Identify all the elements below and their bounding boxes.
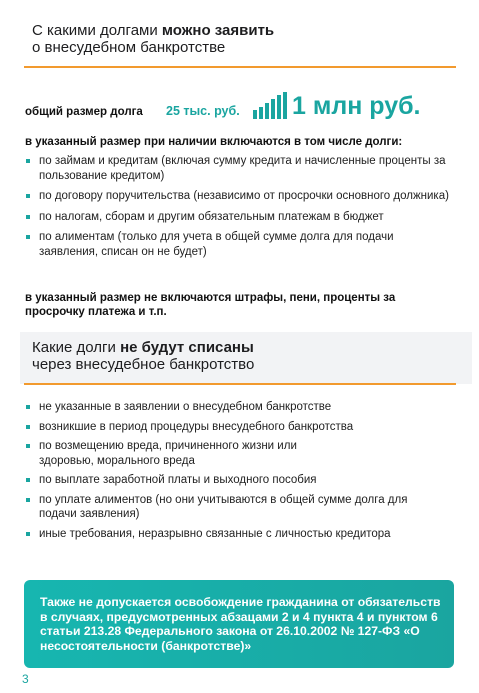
excluded-heading: в указанный размер не включаются штрафы, пени, проценты за просрочку платежа и т.п.: [25, 292, 396, 318]
bullet-icon: [26, 444, 30, 448]
bullet-icon: [26, 235, 30, 239]
not-written-off-list: [25, 400, 455, 541]
orange-divider: [24, 66, 456, 68]
page-number: 3: [22, 672, 29, 686]
list-item: по договору поручительства (независимо от просрочки основного должника): [25, 189, 455, 204]
debt-max-amount: 1 млн руб.: [292, 92, 421, 120]
list-item: по займам и кредитам (включая сумму кредита и начисленные проценты за пользование кредитом): [25, 154, 455, 183]
list-item: по уплате алиментов (но они учитываются в общей сумме долга для подачи заявления): [25, 493, 439, 522]
legal-note-text: Также не допускается освобождение гражданина от обязательств в случаях, предусмотренных абзацами 2 и 4 пункта 4 и пунктом 6 статьи 213.28 Федерального закона от 26.10.2002 № 127-ФЗ «О несостоятельности (банкротстве)»: [40, 595, 441, 653]
list-item: иные требования, неразрывно связанные с личностью кредитора: [25, 527, 455, 542]
included-heading: в указанный размер при наличии включаются в том числе долги:: [25, 136, 403, 148]
bullet-icon: [26, 478, 30, 482]
bullet-icon: [26, 425, 30, 429]
included-list: [25, 154, 455, 259]
bar-chart-rising-icon: [253, 92, 287, 119]
debt-min-amount: 25 тыс. руб.: [166, 104, 240, 118]
bullet-icon: [26, 215, 30, 219]
orange-divider: [24, 383, 456, 385]
bullet-icon: [26, 498, 30, 502]
list-item: по налогам, сборам и другим обязательным платежам в бюджет: [25, 210, 455, 225]
list-item: не указанные в заявлении о внесудебном банкротстве: [25, 400, 455, 415]
list-item: по алиментам (только для учета в общей сумме долга для подачи заявления, списан он не будет): [25, 230, 455, 259]
bullet-icon: [26, 194, 30, 198]
section-title-can-declare: С какими долгами можно заявить о внесудебном банкротстве: [32, 22, 275, 56]
section-title-not-written-off: Какие долги не будут списаны через внесудебное банкротство: [32, 339, 255, 373]
debt-size-row: [25, 92, 465, 126]
list-item: по выплате заработной платы и выходного пособия: [25, 473, 455, 488]
debt-size-label: общий размер долга: [25, 106, 143, 118]
bullet-icon: [26, 159, 30, 163]
legal-note-box: [24, 580, 454, 668]
bullet-icon: [26, 532, 30, 536]
list-item: по возмещению вреда, причиненного жизни или здоровью, морального вреда: [25, 439, 339, 468]
list-item: возникшие в период процедуры внесудебного банкротства: [25, 420, 455, 435]
bullet-icon: [26, 405, 30, 409]
